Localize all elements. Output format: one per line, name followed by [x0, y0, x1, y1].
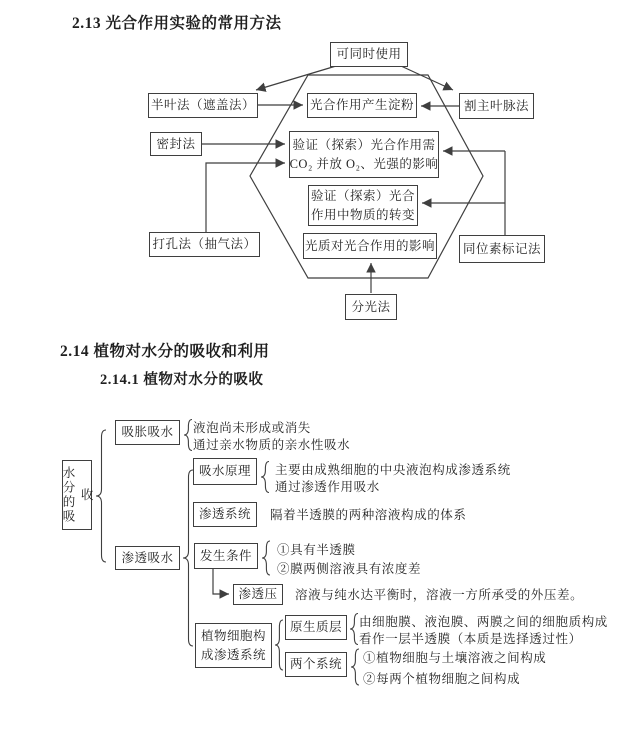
box-water-absorption-root: 水分的吸收: [62, 460, 92, 530]
box-simultaneous-use: 可同时使用: [330, 42, 408, 67]
section-2-14-1-heading: 2.14.1 植物对水分的吸收: [100, 372, 264, 388]
verify-transformation-line1: 验证（探索）光合: [310, 189, 415, 204]
box-spectral-method: 分光法: [345, 294, 397, 320]
note-two-systems-2: ②每两个植物细胞之间构成: [363, 672, 521, 686]
box-osmotic-pressure: 渗透压: [233, 584, 283, 605]
note-imbibition-2: 通过亲水物质的亲水性吸水: [193, 438, 351, 452]
section-2-13-heading: 2.13 光合作用实验的常用方法: [72, 15, 282, 32]
box-protoplast-layer: 原生质层: [285, 615, 347, 640]
box-punch-method: 打孔法（抽气法）: [149, 232, 260, 257]
box-imbibition-absorption: 吸胀吸水: [115, 420, 180, 445]
brace-water-root: [96, 430, 106, 562]
box-isotope-labeling-method: 同位素标记法: [459, 235, 545, 263]
note-principle-2: 通过渗透作用吸水: [275, 480, 380, 494]
verify-co2-line1: 验证（探索）光合作用需: [292, 138, 436, 153]
note-protoplast-1: 由细胞膜、液泡膜、两膜之间的细胞质构成: [359, 615, 608, 629]
box-cut-main-vein-method: 割主叶脉法: [459, 93, 534, 119]
box-verify-substance-transformation: [308, 185, 418, 226]
note-protoplast-2: 看作一层半透膜（本质是选择透过性）: [359, 632, 582, 646]
arrow-conditions-to-pressure: [213, 569, 229, 594]
arrow-simultaneous-to-cut-vein: [401, 66, 453, 90]
brace-protoplast-notes: [350, 614, 358, 645]
section-2-14-heading: 2.14 植物对水分的吸收和利用: [60, 343, 270, 360]
brace-principle-notes: [261, 462, 269, 493]
box-plant-cell-osmotic-system: 植物细胞构成渗透系统: [195, 623, 272, 668]
note-conditions-1: ①具有半透膜: [277, 543, 356, 557]
note-imbibition-1: 液泡尚未形成或消失: [193, 421, 311, 435]
box-occurrence-conditions: 发生条件: [194, 543, 258, 569]
brace-osmosis-children: [183, 470, 193, 646]
arrow-punch-to-co2: [206, 163, 285, 232]
box-sealing-method: 密封法: [150, 132, 202, 156]
note-conditions-2: ②膜两侧溶液具有浓度差: [277, 562, 422, 576]
verify-transformation-line2: 作用中物质的转变: [310, 207, 415, 222]
brace-imbibition-notes: [184, 420, 192, 451]
box-absorption-principle: 吸水原理: [193, 458, 257, 485]
box-half-leaf-method: 半叶法（遮盖法）: [148, 93, 258, 118]
box-starch-production: 光合作用产生淀粉: [307, 93, 417, 118]
verify-co2-line2: CO₂ 并放 O₂、光强的影响: [289, 156, 439, 171]
note-osmotic-pressure: 溶液与纯水达平衡时，溶液一方所承受的外压差。: [295, 588, 584, 602]
box-verify-co2-o2-light: [289, 131, 439, 178]
note-osmotic-system: 隔着半透膜的两种溶液构成的体系: [270, 508, 467, 522]
box-osmotic-absorption: 渗透吸水: [115, 546, 180, 570]
box-light-quality-effect: 光质对光合作用的影响: [303, 233, 437, 259]
note-principle-1: 主要由成熟细胞的中央液泡构成渗透系统: [275, 463, 511, 477]
brace-conditions-notes: [262, 541, 270, 575]
brace-cell-system-children: [275, 620, 283, 670]
arrow-simultaneous-to-half-leaf: [256, 66, 336, 90]
brace-two-systems-notes: [351, 649, 359, 685]
note-two-systems-1: ①植物细胞与土壤溶液之间构成: [363, 651, 547, 665]
box-two-systems: 两个系统: [285, 652, 347, 677]
box-osmotic-system: 渗透系统: [193, 502, 257, 527]
